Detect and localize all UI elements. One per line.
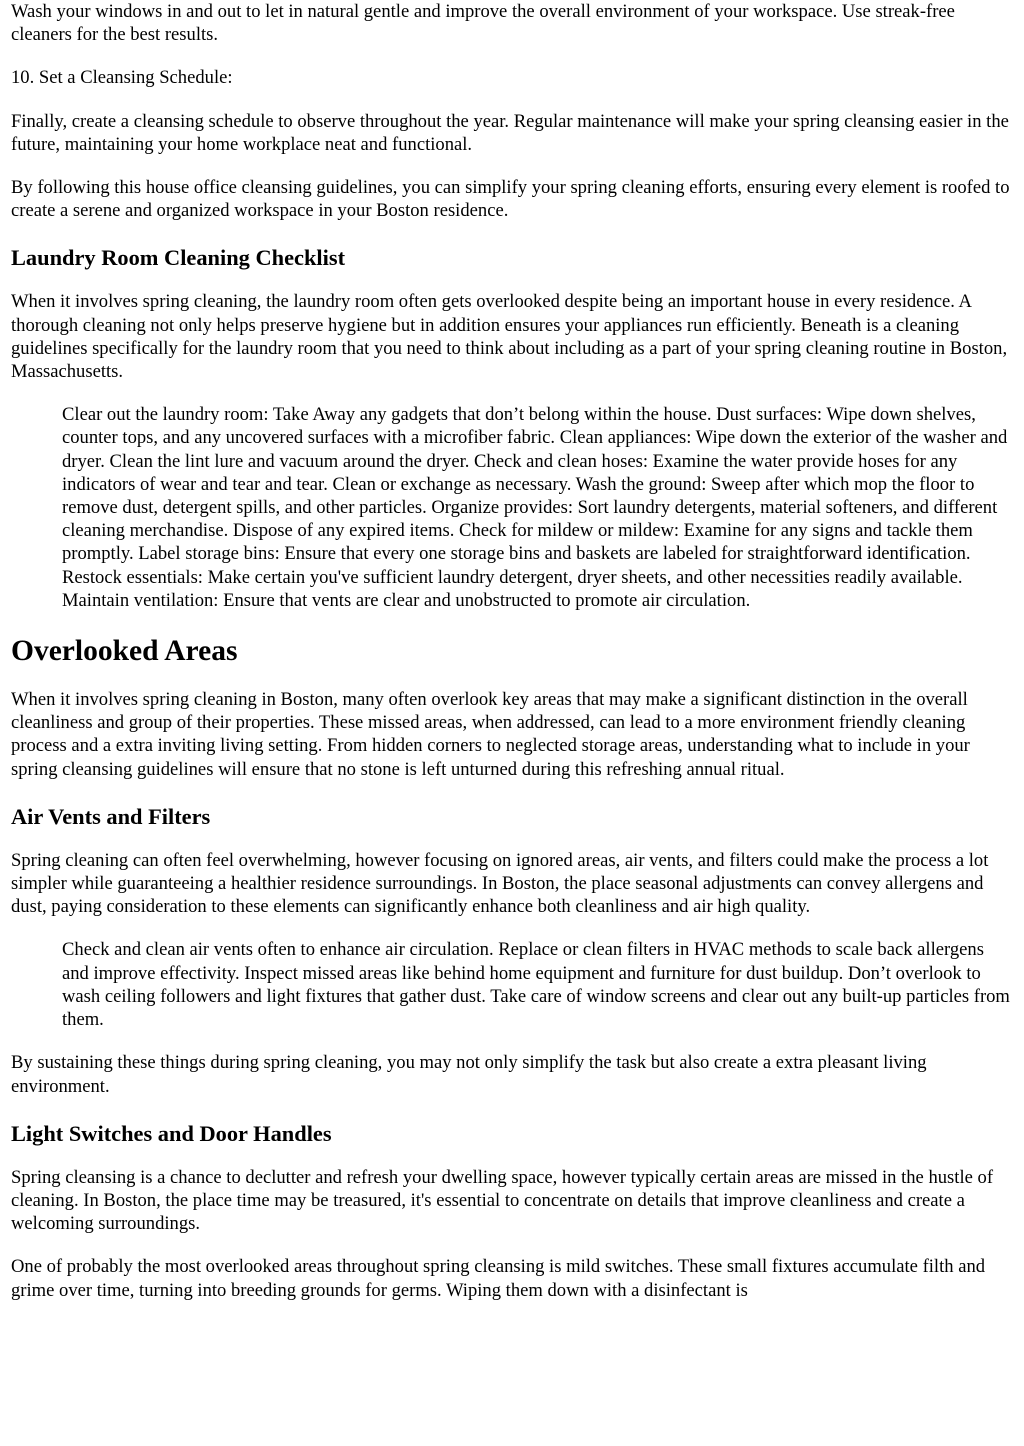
paragraph-light-intro: Spring cleansing is a chance to declutter and refresh your dwelling space, however typically certain areas are missed in the hustle of cleaning. In Boston, the place time may be treasured, it's essential to concentrate on details that improve cleanliness and create a welcoming surroundings.	[11, 1166, 994, 1235]
paragraph-overlooked-intro: When it involves spring cleaning in Boston, many often overlook key areas that may make a significant distinction in the overall cleanliness and group of their properties. These missed areas, when addressed, can lead to a more environment friendly cleaning process and a extra inviting living setting. From hidden corners to neglected storage areas, understanding what to include in your spring cleansing guidelines will ensure that no stone is left unturned during this refreshing annual ritual.	[11, 689, 970, 780]
paragraph-step-10: 10. Set a Cleansing Schedule:	[11, 67, 233, 89]
laundry-checklist: Clear out the laundry room: Take Away any gadgets that don’t belong within the house. Dust surfaces: Wipe down shelves, counter tops, and any uncovered surfaces with a microfiber fabric. Clean appliances: Wipe down the exterior of the washer and dryer. Clean the lint lure and vacuum around the dryer. Check and clean hoses: Examine the water provide hoses for any indicators of wear and tear and tear. Clean or exchange as necessary. Wash the ground: Sweep after which mop the floor to remove dust, detergent spills, and other particles. Organize provides: Sort laundry detergents, material softeners, and different cleaning merchandise. Dispose of any expired items. Check for mildew or mildew: Examine for any signs and tackle them promptly. Label storage bins: Ensure that every one storage bins and baskets are labeled for straightforward identification. Restock essentials: Make certain you've sufficient laundry detergent, dryer sheets, and other necessities readily available. Maintain ventilation: Ensure that vents are clear and unobstructed to promote air circulation.	[62, 404, 1008, 611]
paragraph-windows: Wash your windows in and out to let in natural gentle and improve the overall environment of your workspace. Use streak-free cleaners for the best results.	[11, 1, 955, 46]
heading-air-vents: Air Vents and Filters	[11, 803, 211, 829]
paragraph-air-summary: By sustaining these things during spring cleaning, you may not only simplify the task but also create a extra pleasant living environment.	[11, 1052, 927, 1097]
heading-laundry: Laundry Room Cleaning Checklist	[11, 245, 346, 271]
heading-light-switches: Light Switches and Door Handles	[11, 1120, 332, 1146]
paragraph-light-switches: One of probably the most overlooked areas throughout spring cleansing is mild switches. These small fixtures accumulate filth and grime over time, turning into breeding grounds for germs. Wiping them down with a disinfectant is	[11, 1256, 986, 1301]
article	[11, 0, 1015, 1302]
paragraph-air-vents: Spring cleaning can often feel overwhelming, however focusing on ignored areas, air vents, and filters could make the process a lot simpler while guaranteeing a healthier residence surroundings. In Boston, the place seasonal adjustments can convey allergens and dust, paying consideration to these elements can significantly enhance both cleanliness and air high quality.	[11, 849, 989, 918]
paragraph-schedule: Finally, create a cleansing schedule to observe throughout the year. Regular maintenance will make your spring cleansing easier in the future, maintaining your home workplace neat and functional.	[11, 110, 1009, 155]
paragraph-office-summary: By following this house office cleansing guidelines, you can simplify your spring cleaning efforts, ensuring every element is roofed to create a serene and organized workspace in your Boston residence.	[11, 177, 1010, 222]
paragraph-laundry-intro: When it involves spring cleaning, the laundry room often gets overlooked despite being an important house in every residence. A thorough cleaning not only helps preserve hygiene but in addition ensures your appliances run efficiently. Beneath is a cleaning guidelines specifically for the laundry room that you need to think about including as a part of your spring cleaning routine in Boston, Massachusetts.	[11, 291, 1008, 383]
heading-overlooked-areas: Overlooked Areas	[11, 635, 238, 668]
air-vents-checklist: Check and clean air vents often to enhance air circulation. Replace or clean filters in HVAC methods to scale back allergens and improve effectivity. Inspect missed areas like behind home equipment and furniture for dust buildup. Don’t overlook to wash ceiling followers and light fixtures that gather dust. Take care of window screens and clear out any built-up particles from them.	[62, 939, 1010, 1031]
